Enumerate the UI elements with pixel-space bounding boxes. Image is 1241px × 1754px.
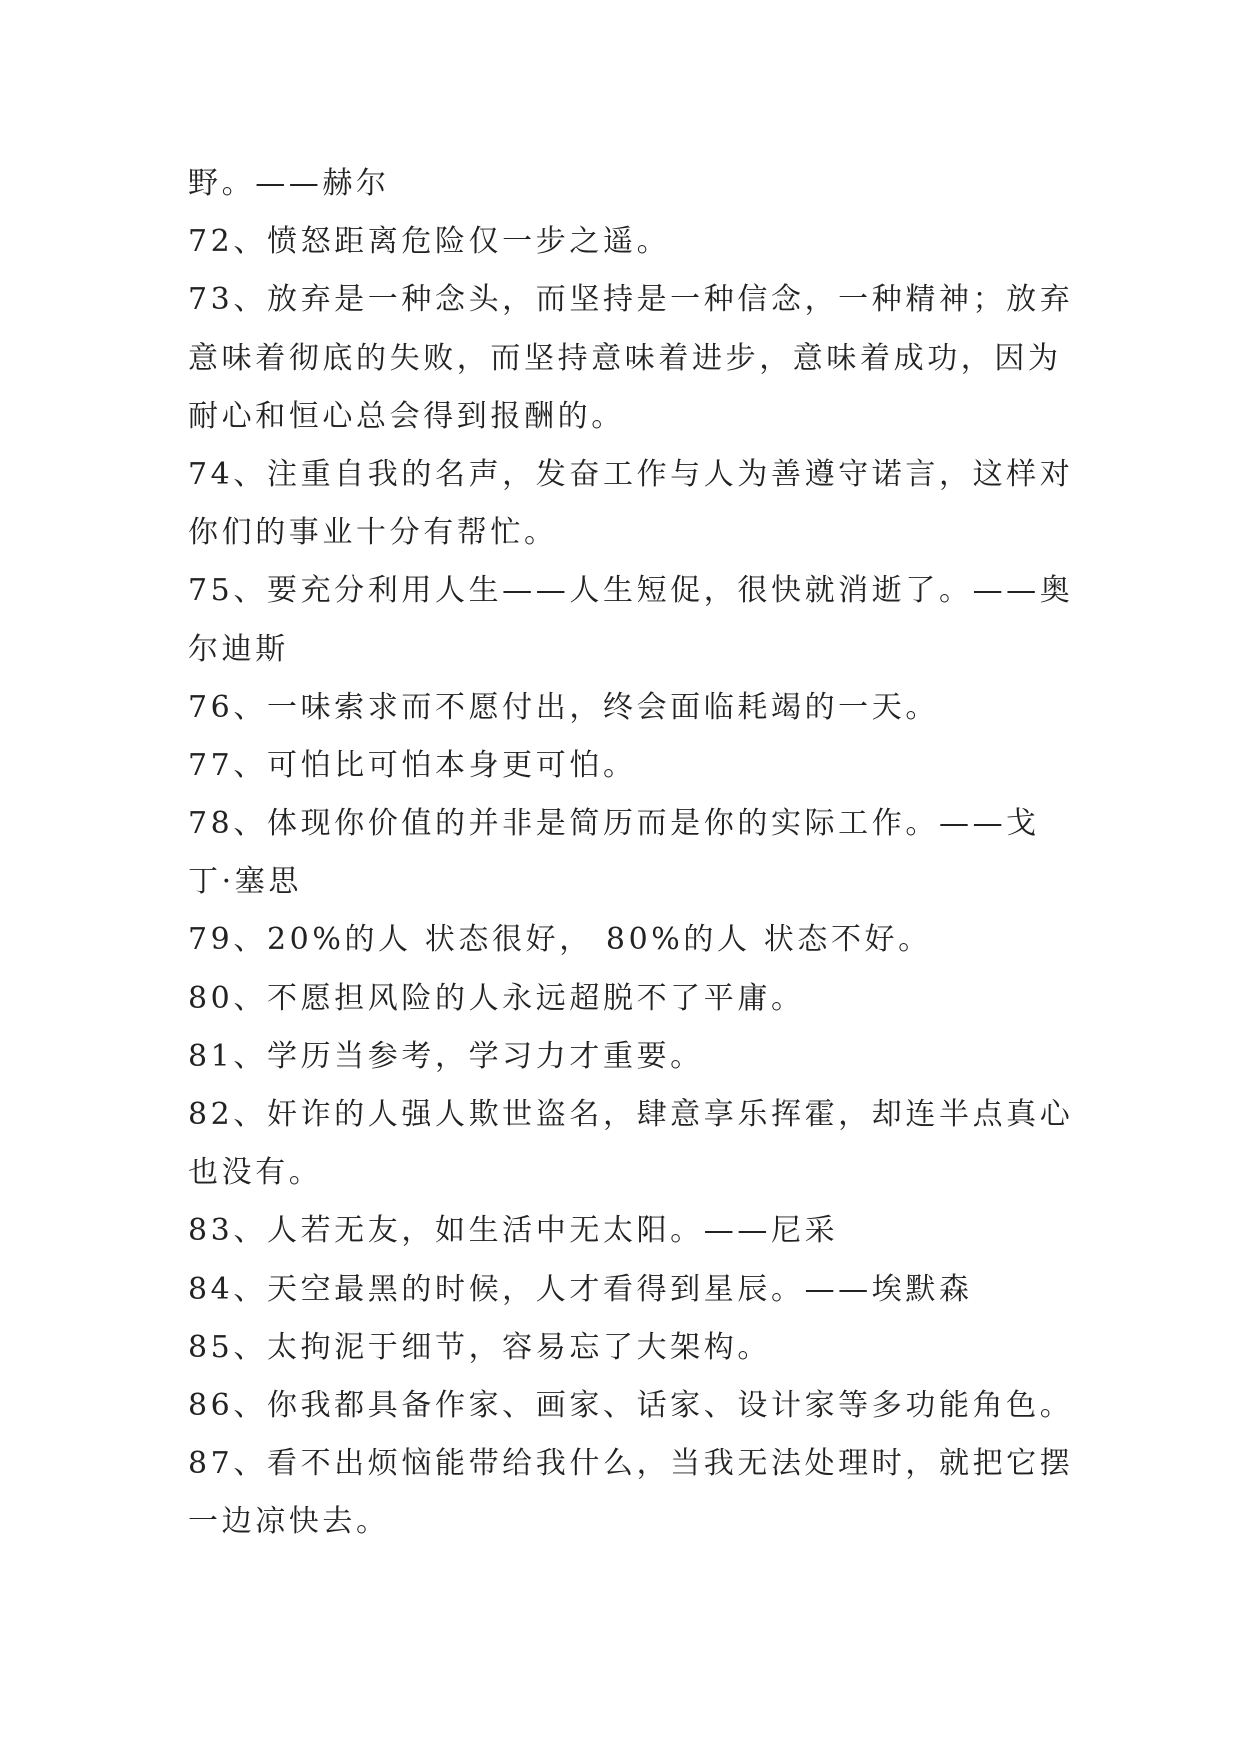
text-line: 也没有。 bbox=[188, 1155, 323, 1191]
text-line: 82、奸诈的人强人欺世盗名，肆意享乐挥霍，却连半点真心 bbox=[188, 1097, 1074, 1132]
text-line: 75、要充分利用人生——人生短促，很快就消逝了。——奥 bbox=[188, 573, 1074, 609]
text-line: 丁·塞思 bbox=[188, 864, 302, 900]
text-line: 78、体现你价值的并非是简历而是你的实际工作。——戈 bbox=[188, 806, 1040, 842]
text-line: 尔迪斯 bbox=[188, 631, 289, 667]
text-line: 85、太拘泥于细节，容易忘了大架构。 bbox=[188, 1329, 771, 1365]
text-line: 83、人若无友，如生活中无太阳。——尼采 bbox=[188, 1213, 839, 1249]
text-line: 耐心和恒心总会得到报酬的。 bbox=[188, 398, 625, 434]
text-line: 一边凉快去。 bbox=[188, 1504, 390, 1540]
text-line: 77、可怕比可怕本身更可怕。 bbox=[188, 747, 637, 783]
text-line: 87、看不出烦恼能带给我什么，当我无法处理时，就把它摆 bbox=[188, 1446, 1074, 1482]
text-line: 意味着彻底的失败，而坚持意味着进步，意味着成功，因为 bbox=[188, 340, 1062, 376]
text-line: 79、20%的人 状态很好， 80%的人 状态不好。 bbox=[188, 922, 932, 958]
text-line: 72、愤怒距离危险仅一步之遥。 bbox=[188, 224, 671, 260]
text-line: 野。——赫尔 bbox=[188, 166, 390, 201]
text-line: 76、一味索求而不愿付出，终会面临耗竭的一天。 bbox=[188, 689, 939, 725]
text-line: 84、天空最黑的时候，人才看得到星辰。——埃默森 bbox=[188, 1271, 973, 1307]
text-line: 73、放弃是一种念头，而坚持是一种信念，一种精神；放弃 bbox=[188, 282, 1074, 318]
text-line: 74、注重自我的名声，发奋工作与人为善遵守诺言，这样对 bbox=[188, 456, 1074, 492]
text-line: 81、学历当参考，学习力才重要。 bbox=[188, 1038, 704, 1074]
document-body bbox=[188, 155, 1074, 1552]
text-line: 80、不愿担风险的人永远超脱不了平庸。 bbox=[188, 980, 805, 1016]
text-line: 你们的事业十分有帮忙。 bbox=[188, 515, 558, 551]
text-line: 86、你我都具备作家、画家、话家、设计家等多功能角色。 bbox=[188, 1387, 1074, 1423]
